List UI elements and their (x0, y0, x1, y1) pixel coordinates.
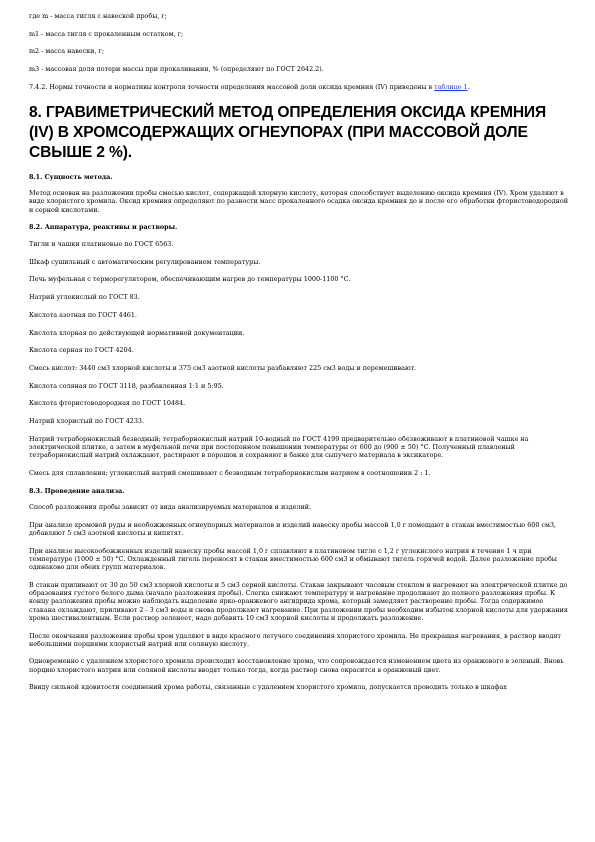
reagent-item: Кислота фтористоводородная по ГОСТ 10484. (29, 399, 186, 408)
reagent-item: Печь муфельная с терморегулятором, обеспечивающим нагрев до температуры 1000-1100 °С. (29, 275, 351, 284)
section-8-heading: 8. ГРАВИМЕТРИЧЕСКИЙ МЕТОД ОПРЕДЕЛЕНИЯ ОКСИДА КРЕМНИЯ (IV) В ХРОМСОДЕРЖАЩИХ ОГНЕУПОРАХ (ПРИ МАССОВОЙ ДОЛЕ СВЫШЕ 2 %). (29, 104, 547, 162)
formula-legend-m2: m2 - масса навески, г; (29, 47, 104, 56)
formula-legend-m3: m3 - массовая доля потери массы при прокаливании, % (определяют по ГОСТ 2642.2). (29, 65, 324, 74)
formula-legend-m: где m - масса тигля с навеской пробы, г; (29, 12, 167, 20)
accuracy-norms-text: 7.4.2. Нормы точности и нормативы контроля точности определения массовой доли оксида кремния (IV) приведены в (29, 82, 435, 91)
reagent-item: Кислота соляная по ГОСТ 3118, разбавленная 1:1 и 5:95. (29, 381, 224, 390)
procedure-paragraph: В стакан приливают от 30 до 50 см3 хлорной кислоты и 5 см3 серной кислоты. Стакан закрывают часовым стеклом и нагревают на электрической плитке до образования густого белого дыма (начало разложения пробы). Слегка снижают температуру и нагревание продолжают до полного разложения пробы. К концу разложения пробы можно наблюдать выделение ярко-оранжевого ангидрида хрома, который замедляет растворение пробы. Тогда содержимое стакана охлаждают, приливают 2 - 3 см3 воды и снова продолжают нагревание. При разложении пробы необходим избыток хлорной кислоты для удержания хрома шестивалентным. Если раствор зеленеет, надо добавить 10 см3 хлорной кислоты и продолжать разложение. (29, 581, 568, 622)
section-8-1-title: 8.1. Сущность метода. (29, 172, 113, 181)
reagent-item: Кислота хлорная по действующей нормативной документации. (29, 328, 245, 337)
reagent-item: Натрий тетраборнокислый безводный; тетраборнокислый натрий 10-водный по ГОСТ 4199 предварительно обезвоживают в платиновой чашке на электрической плитке, а затем в муфельной печи при постепенном повышении температуры от 600 до (900 ± 50) °С. Полученный плавленый тетраборнокислый натрий охлаждают, растирают в порошок и сохраняют в банке для сыпучего материала в эксикаторе. (29, 434, 529, 460)
document-page (29, 12, 569, 692)
formula-legend-m1: m1 - масса тигля с прокаленным остатком, г; (29, 29, 184, 38)
reagent-item: Натрий хлористый по ГОСТ 4233. (29, 417, 145, 426)
procedure-paragraph: Ввиду сильной ядовитости соединений хрома работы, связанные с удалением хлористого хромила, допускается проводить только в шкафах (29, 683, 507, 692)
reagent-item: Натрий углекислый по ГОСТ 83. (29, 293, 140, 302)
section-8-1-text: Метод основан на разложении пробы смесью кислот, содержащей хлорную кислоту, которая способствует выделению оксида кремния (IV). Хром удаляют в виде хлористого хромила. Оксид кремния определяют по разности масс прокаленного осадка оксида кремния до и после его обработки фтористоводородной и серной кислотами. (29, 189, 569, 214)
reagent-item: Смесь для сплавления; углекислый натрий смешивают с безводным тетраборнокислым натрием в соотношении 2 : 1. (29, 468, 431, 477)
reagent-item: Шкаф сушильный с автоматическим регулированием температуры. (29, 257, 261, 266)
reagent-item: Кислота азотная по ГОСТ 4461. (29, 310, 137, 319)
section-8-3-title: 8.3. Проведение анализа. (29, 486, 125, 495)
reagent-item: Смесь кислот: 3440 см3 хлорной кислоты и 375 см3 азотной кислоты разбавляют 225 см3 воды и перемешивают. (29, 363, 417, 372)
procedure-paragraph: При анализе высокообожженных изделий навеску пробы массой 1,0 г сплавляют в платиновом тигле с 1,2 г углекислого натрия в течение 1 ч при температуре (1000 ± 50) °С. Охлажденный тигель переносят в стакан вместимостью 600 см3 и обмывают тигель горячей водой. Далее разложение пробы одинаково для обеих групп материалов. (29, 546, 557, 572)
procedure-paragraph: При анализе хромовой руды и необожженных огнеупорных материалов и изделий навеску пробы массой 1,0 г помещают в стакан вместимостью 600 см3, добавляют 5 см3 азотной кислоты и кипятят. (29, 520, 557, 538)
accuracy-norms-paragraph (29, 83, 569, 91)
reagent-item: Тигли и чашки платиновые по ГОСТ 6563. (29, 240, 174, 249)
procedure-paragraph: После окончания разложения пробы хром удаляют в виде красного летучего соединения хлористого хромила. Не прекращая нагревания, в раствор вводят небольшими порциями хлористый натрий или соляную кислоту. (29, 631, 561, 648)
section-8-2-title: 8.2. Аппаратура, реактивы и растворы. (29, 223, 178, 232)
procedure-paragraph: Одновременно с удалением хлористого хромила происходит восстановление хрома, что сопровождается изменением цвета из оранжевого в зеленый. Вновь порцию хлористого натрия или соляной кислоты вводят только тогда, когда раствор снова окрасится в оранжевый цвет. (29, 657, 564, 674)
reagent-item: Кислота серная по ГОСТ 4204. (29, 346, 134, 355)
accuracy-norms-end: . (467, 82, 470, 91)
table-1-link[interactable]: таблице 1 (434, 82, 468, 91)
procedure-paragraph: Способ разложения пробы зависит от вида анализируемых материалов и изделий. (29, 503, 312, 512)
